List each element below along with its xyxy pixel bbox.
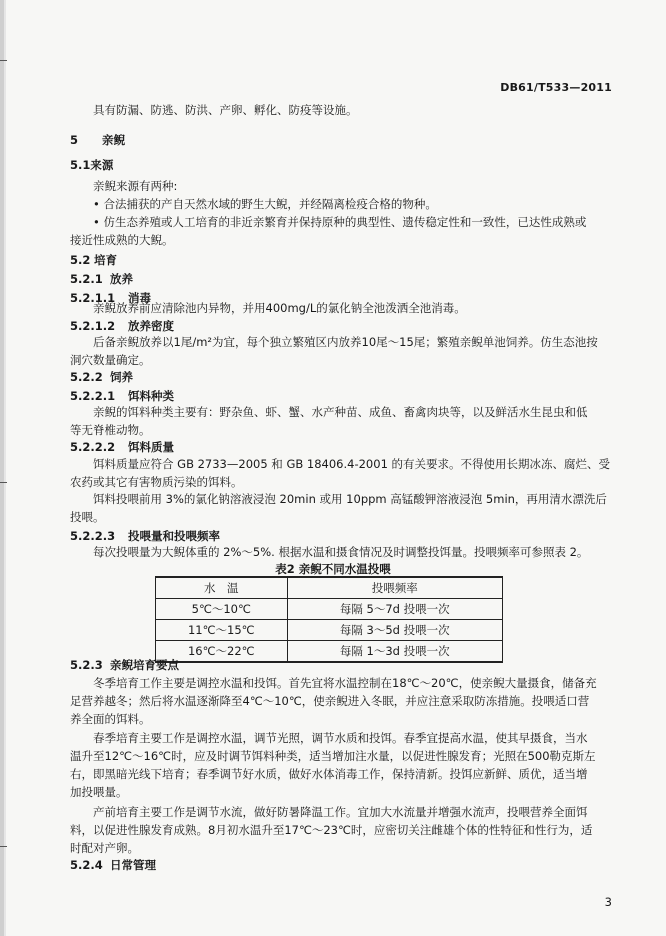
heading-5-2-1-2 [70, 318, 174, 334]
body-line: 右，即黑暗光线下培育；春季调节好水质，做好水体消毒工作，保持清新。投饵应新鲜、质优，适当增 [70, 767, 588, 781]
table-caption: 表2 亲鲵不同水温投喂 [275, 562, 391, 576]
body-line: 产前培育主要工作是调节水流，做好防暑降温工作。宜加大水流量并增强水流声，投喂营养全面饵 [93, 805, 588, 819]
heading-title: 饲养 [110, 370, 133, 384]
table-cell: 5℃～10℃ [156, 599, 288, 620]
table-cell: 每隔 1～3d 投喂一次 [287, 641, 502, 663]
heading-title: 投喂量和投喂频率 [128, 529, 220, 543]
table-cell: 每隔 3～5d 投喂一次 [287, 620, 502, 641]
heading-number: 5.2.1.2 [70, 319, 116, 333]
heading-5 [70, 132, 125, 148]
body-line: 足营养越冬；然后将水温逐渐降至4℃～10℃，使亲鲵进入冬眠，并应注意采取防冻措施。投喂适口营 [70, 694, 590, 708]
column-header-frequency: 投喂频率 [287, 577, 502, 599]
body-line: 养全面的饵料。 [70, 712, 151, 726]
heading-number: 5.2.2.1 [70, 389, 116, 403]
heading-number: 5.1 [70, 158, 91, 172]
body-line: 时配对产卵。 [70, 841, 139, 855]
heading-5-2-2-2 [70, 439, 174, 455]
heading-title: 放养 [110, 272, 133, 286]
body-line: 料，以促进性腺发育成熟。8月初水温升至17℃～23℃时，应密切关注雌雄个体的性特征和性行为，适 [70, 823, 593, 837]
heading-5-2-3 [70, 657, 179, 673]
body-line: 具有防漏、防逃、防洪、产卵、孵化、防疫等设施。 [93, 103, 358, 117]
body-line: 春季培育主要工作是调控水温，调节光照，调节水质和投饵。春季宜提高水温，使其早摄食，当水 [93, 731, 588, 745]
body-line: 冬季培育工作主要是调控水温和投饵。首先宜将水温控制在18℃～20℃，使亲鲵大量摄食，储备充 [93, 676, 597, 690]
heading-5-2-2-1 [70, 388, 174, 404]
heading-5-1 [70, 157, 113, 173]
table-cell: 11℃～15℃ [156, 620, 288, 641]
table-cell: 16℃～22℃ [156, 641, 288, 663]
body-line: 饵料质量应符合 GB 2733—2005 和 GB 18406.4-2001 的有关要求。不得使用长期冰冻、腐烂、受 [93, 457, 611, 471]
heading-number: 5.2.2 [70, 370, 103, 384]
heading-number: 5.2.3 [70, 658, 103, 672]
heading-title: 亲鲵培育要点 [110, 658, 179, 672]
heading-title: 来源 [90, 158, 114, 172]
heading-title: 消毒 [128, 291, 151, 305]
page-number: 3 [604, 895, 612, 909]
table-cell: 每隔 5～7d 投喂一次 [287, 599, 502, 620]
margin-mark [0, 60, 7, 61]
heading-title: 培育 [94, 253, 117, 267]
heading-5-2 [70, 252, 117, 268]
table-row [156, 599, 503, 620]
body-line: 亲鲵放养前应清除池内异物，并用400mg/L的氯化钠全池泼洒全池消毒。 [93, 301, 466, 315]
body-line: 每次投喂量为大鲵体重的 2%～5%. 根据水温和摄食情况及时调整投饵量。投喂频率可参照表 2。 [93, 545, 589, 559]
heading-number: 5.2.2.2 [70, 440, 116, 454]
body-line: 接近性成熟的大鲵。 [70, 233, 174, 247]
table-row [156, 641, 503, 663]
body-line: • 仿生态养殖或人工培育的非近亲繁育并保持原种的典型性、遗传稳定性和一致性，已达性成熟或 [93, 215, 587, 229]
column-header-temperature: 水 温 [156, 577, 288, 599]
heading-title: 亲鲵 [102, 133, 125, 147]
standard-code: DB61/T533—2011 [500, 81, 612, 94]
margin-mark [0, 482, 7, 483]
body-line: 投喂。 [70, 510, 105, 524]
heading-number: 5 [70, 133, 79, 147]
heading-5-2-2-3 [70, 528, 220, 544]
body-line: 温升至12℃～16℃时，应及时调节饵料种类，适当增加注水量，以促进性腺发育；光照在500勒克斯左 [70, 749, 596, 763]
heading-number: 5.2.2.3 [70, 529, 116, 543]
heading-title: 饵料种类 [128, 389, 174, 403]
heading-title: 日常管理 [110, 858, 156, 872]
body-line: 亲鲵的饵料种类主要有：野杂鱼、虾、蟹、水产种苗、成鱼、畜禽肉块等，以及鲜活水生昆虫和低 [93, 405, 588, 419]
table-row [156, 620, 503, 641]
table-header-row [156, 577, 503, 599]
heading-number: 5.2.1.1 [70, 291, 116, 305]
feeding-frequency-table [155, 576, 503, 663]
body-line: 洞穴数量确定。 [70, 353, 151, 367]
body-line: 饵料投喂前用 3%的氯化钠溶液浸泡 20min 或用 10ppm 高锰酸钾溶液浸泡 5min，再用清水漂洗后 [93, 492, 607, 506]
heading-title: 放养密度 [128, 319, 174, 333]
body-line: 亲鲵来源有两种: [93, 179, 178, 193]
margin-mark [0, 846, 7, 847]
heading-number: 5.2.1 [70, 272, 103, 286]
heading-number: 5.2.4 [70, 858, 103, 872]
body-line: 农药或其它有害物质污染的饵料。 [70, 475, 243, 489]
heading-5-2-1 [70, 271, 133, 287]
body-line: 后备亲鲵放养以1尾/m²为宜，每个独立繁殖区内放养10尾～15尾；繁殖亲鲵单池饲养。仿生态池按 [93, 335, 598, 349]
body-line: • 合法捕获的产自天然水域的野生大鲵，并经隔离检疫合格的物种。 [93, 197, 437, 211]
heading-5-2-4 [70, 857, 156, 873]
body-line: 加投喂量。 [70, 785, 128, 799]
heading-5-2-2 [70, 369, 133, 385]
page-left-edge-shadow [4, 0, 6, 936]
heading-title: 饵料质量 [128, 440, 174, 454]
body-line: 等无脊椎动物。 [70, 423, 151, 437]
heading-number: 5.2 [70, 253, 91, 267]
